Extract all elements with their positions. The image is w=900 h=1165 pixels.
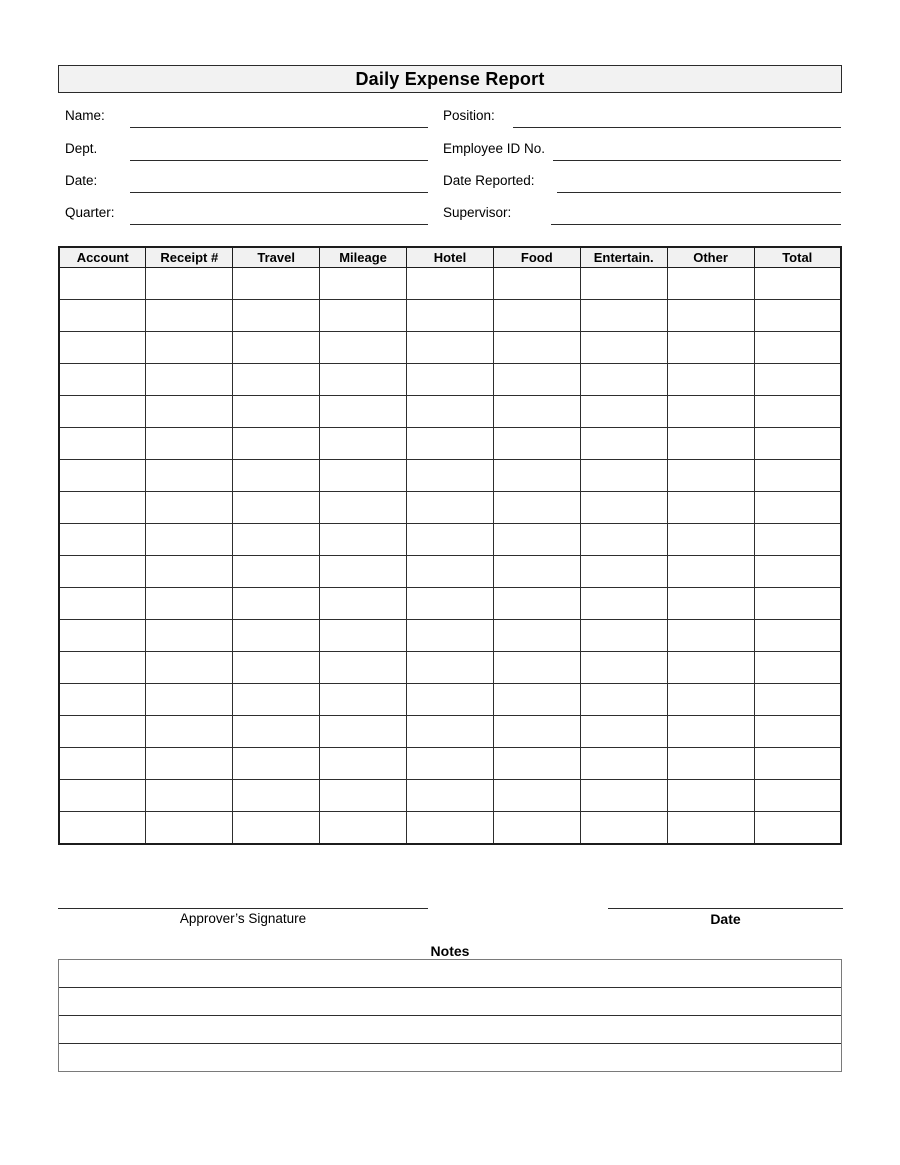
expense-cell-entertain[interactable]: [580, 396, 667, 428]
expense-cell-receipt[interactable]: [146, 748, 233, 780]
expense-cell-account[interactable]: [59, 556, 146, 588]
expense-cell-hotel[interactable]: [407, 300, 494, 332]
date-signature-line[interactable]: [608, 908, 843, 909]
expense-cell-mileage[interactable]: [320, 332, 407, 364]
expense-cell-food[interactable]: [493, 460, 580, 492]
expense-row: [59, 652, 841, 684]
expense-row: [59, 812, 841, 845]
expense-cell-hotel[interactable]: [407, 268, 494, 300]
notes-row[interactable]: [59, 960, 841, 987]
date-field-line[interactable]: [130, 192, 428, 193]
expense-cell-travel[interactable]: [233, 748, 320, 780]
expense-cell-mileage[interactable]: [320, 620, 407, 652]
expense-cell-other[interactable]: [667, 748, 754, 780]
expense-cell-travel[interactable]: [233, 812, 320, 845]
expense-cell-entertain[interactable]: [580, 812, 667, 845]
expense-cell-account[interactable]: [59, 716, 146, 748]
position-field-line[interactable]: [513, 127, 841, 128]
expense-row: [59, 428, 841, 460]
expense-cell-hotel[interactable]: [407, 780, 494, 812]
expense-row: [59, 460, 841, 492]
supervisor-label: Supervisor:: [443, 205, 512, 220]
expense-cell-entertain[interactable]: [580, 428, 667, 460]
expense-cell-hotel[interactable]: [407, 748, 494, 780]
expense-cell-account[interactable]: [59, 492, 146, 524]
expense-row: [59, 492, 841, 524]
expense-cell-hotel[interactable]: [407, 716, 494, 748]
expense-cell-hotel[interactable]: [407, 620, 494, 652]
expense-cell-hotel[interactable]: [407, 364, 494, 396]
expense-row: [59, 556, 841, 588]
expense-cell-food[interactable]: [493, 620, 580, 652]
expense-cell-total[interactable]: [754, 300, 841, 332]
expense-cell-account[interactable]: [59, 300, 146, 332]
expense-cell-receipt[interactable]: [146, 684, 233, 716]
expense-cell-receipt[interactable]: [146, 812, 233, 845]
expense-cell-mileage[interactable]: [320, 556, 407, 588]
expense-cell-food[interactable]: [493, 652, 580, 684]
expense-cell-other[interactable]: [667, 652, 754, 684]
expense-cell-mileage[interactable]: [320, 748, 407, 780]
expense-row: [59, 716, 841, 748]
expense-cell-receipt[interactable]: [146, 524, 233, 556]
expense-cell-food[interactable]: [493, 492, 580, 524]
expense-cell-travel[interactable]: [233, 620, 320, 652]
employee-id-field-line[interactable]: [553, 160, 841, 161]
expense-cell-total[interactable]: [754, 812, 841, 845]
expense-cell-other[interactable]: [667, 524, 754, 556]
expense-cell-account[interactable]: [59, 364, 146, 396]
expense-cell-food[interactable]: [493, 780, 580, 812]
expense-cell-account[interactable]: [59, 428, 146, 460]
column-header-mileage: Mileage: [320, 247, 407, 268]
expense-cell-receipt[interactable]: [146, 492, 233, 524]
expense-cell-travel[interactable]: [233, 268, 320, 300]
expense-cell-entertain[interactable]: [580, 748, 667, 780]
expense-cell-other[interactable]: [667, 684, 754, 716]
expense-cell-entertain[interactable]: [580, 588, 667, 620]
column-header-travel: Travel: [233, 247, 320, 268]
expense-cell-food[interactable]: [493, 332, 580, 364]
expense-cell-entertain[interactable]: [580, 652, 667, 684]
expense-cell-food[interactable]: [493, 684, 580, 716]
expense-cell-mileage[interactable]: [320, 652, 407, 684]
expense-cell-mileage[interactable]: [320, 300, 407, 332]
date-signature-label: Date: [710, 911, 741, 927]
expense-cell-food[interactable]: [493, 396, 580, 428]
notes-row[interactable]: [59, 987, 841, 1015]
expense-cell-other[interactable]: [667, 332, 754, 364]
name-field-line[interactable]: [130, 127, 428, 128]
expense-table-header: [59, 247, 841, 268]
expense-cell-receipt[interactable]: [146, 652, 233, 684]
expense-row: [59, 332, 841, 364]
expense-cell-food[interactable]: [493, 524, 580, 556]
expense-cell-account[interactable]: [59, 460, 146, 492]
expense-row: [59, 748, 841, 780]
expense-cell-receipt[interactable]: [146, 268, 233, 300]
expense-row: [59, 364, 841, 396]
dept-label: Dept.: [65, 141, 98, 156]
expense-cell-mileage[interactable]: [320, 460, 407, 492]
expense-cell-total[interactable]: [754, 332, 841, 364]
column-header-account: Account: [59, 247, 146, 268]
expense-cell-travel[interactable]: [233, 684, 320, 716]
expense-cell-total[interactable]: [754, 748, 841, 780]
expense-cell-mileage[interactable]: [320, 684, 407, 716]
expense-cell-hotel[interactable]: [407, 332, 494, 364]
date-reported-label: Date Reported:: [443, 173, 535, 188]
expense-cell-other[interactable]: [667, 364, 754, 396]
expense-cell-entertain[interactable]: [580, 716, 667, 748]
expense-cell-travel[interactable]: [233, 524, 320, 556]
expense-cell-hotel[interactable]: [407, 460, 494, 492]
expense-cell-hotel[interactable]: [407, 812, 494, 845]
expense-cell-total[interactable]: [754, 684, 841, 716]
quarter-field-line[interactable]: [130, 224, 428, 225]
expense-cell-hotel[interactable]: [407, 428, 494, 460]
expense-cell-total[interactable]: [754, 588, 841, 620]
expense-cell-food[interactable]: [493, 364, 580, 396]
form-title: Daily Expense Report: [355, 68, 545, 89]
expense-cell-other[interactable]: [667, 460, 754, 492]
expense-cell-food[interactable]: [493, 428, 580, 460]
expense-cell-total[interactable]: [754, 652, 841, 684]
expense-cell-account[interactable]: [59, 268, 146, 300]
expense-cell-travel[interactable]: [233, 716, 320, 748]
expense-cell-other[interactable]: [667, 556, 754, 588]
expense-cell-receipt[interactable]: [146, 364, 233, 396]
approver-signature-label: Approver’s Signature: [179, 911, 307, 926]
expense-cell-other[interactable]: [667, 812, 754, 845]
expense-cell-total[interactable]: [754, 268, 841, 300]
expense-cell-entertain[interactable]: [580, 620, 667, 652]
column-header-receipt: Receipt #: [146, 247, 233, 268]
expense-row: [59, 780, 841, 812]
expense-cell-mileage[interactable]: [320, 268, 407, 300]
supervisor-field-line[interactable]: [551, 224, 841, 225]
expense-cell-entertain[interactable]: [580, 332, 667, 364]
expense-row: [59, 396, 841, 428]
expense-cell-account[interactable]: [59, 652, 146, 684]
form-title-box: [58, 65, 842, 93]
expense-cell-other[interactable]: [667, 492, 754, 524]
quarter-label: Quarter:: [65, 205, 115, 220]
expense-cell-other[interactable]: [667, 588, 754, 620]
expense-cell-food[interactable]: [493, 268, 580, 300]
column-header-hotel: Hotel: [407, 247, 494, 268]
column-header-food: Food: [493, 247, 580, 268]
expense-cell-account[interactable]: [59, 780, 146, 812]
expense-cell-travel[interactable]: [233, 492, 320, 524]
expense-cell-travel[interactable]: [233, 460, 320, 492]
expense-cell-mileage[interactable]: [320, 428, 407, 460]
expense-cell-travel[interactable]: [233, 780, 320, 812]
expense-cell-food[interactable]: [493, 588, 580, 620]
expense-table: [58, 246, 842, 845]
expense-cell-receipt[interactable]: [146, 588, 233, 620]
dept-field-line[interactable]: [130, 160, 428, 161]
expense-cell-other[interactable]: [667, 780, 754, 812]
expense-cell-travel[interactable]: [233, 428, 320, 460]
expense-cell-receipt[interactable]: [146, 556, 233, 588]
expense-cell-account[interactable]: [59, 588, 146, 620]
notes-row[interactable]: [59, 1015, 841, 1043]
expense-cell-hotel[interactable]: [407, 588, 494, 620]
expense-cell-total[interactable]: [754, 716, 841, 748]
expense-row: [59, 588, 841, 620]
expense-cell-travel[interactable]: [233, 396, 320, 428]
notes-label: Notes: [430, 943, 470, 959]
expense-cell-entertain[interactable]: [580, 492, 667, 524]
expense-cell-entertain[interactable]: [580, 780, 667, 812]
expense-cell-food[interactable]: [493, 812, 580, 845]
expense-row: [59, 300, 841, 332]
expense-cell-receipt[interactable]: [146, 332, 233, 364]
expense-cell-receipt[interactable]: [146, 460, 233, 492]
notes-table: [58, 959, 842, 1072]
expense-cell-receipt[interactable]: [146, 716, 233, 748]
expense-cell-entertain[interactable]: [580, 684, 667, 716]
expense-cell-total[interactable]: [754, 556, 841, 588]
expense-cell-receipt[interactable]: [146, 780, 233, 812]
expense-cell-account[interactable]: [59, 396, 146, 428]
expense-cell-total[interactable]: [754, 364, 841, 396]
expense-cell-food[interactable]: [493, 748, 580, 780]
expense-cell-food[interactable]: [493, 556, 580, 588]
expense-cell-account[interactable]: [59, 812, 146, 845]
expense-cell-total[interactable]: [754, 396, 841, 428]
expense-cell-total[interactable]: [754, 780, 841, 812]
expense-cell-mileage[interactable]: [320, 492, 407, 524]
date-label: Date:: [65, 173, 98, 188]
expense-cell-hotel[interactable]: [407, 652, 494, 684]
expense-cell-mileage[interactable]: [320, 524, 407, 556]
expense-cell-hotel[interactable]: [407, 396, 494, 428]
expense-cell-entertain[interactable]: [580, 460, 667, 492]
expense-cell-hotel[interactable]: [407, 556, 494, 588]
expense-cell-entertain[interactable]: [580, 556, 667, 588]
expense-cell-travel[interactable]: [233, 652, 320, 684]
expense-cell-entertain[interactable]: [580, 268, 667, 300]
column-header-entertain: Entertain.: [580, 247, 667, 268]
expense-cell-other[interactable]: [667, 300, 754, 332]
expense-cell-total[interactable]: [754, 428, 841, 460]
expense-cell-account[interactable]: [59, 748, 146, 780]
expense-cell-travel[interactable]: [233, 588, 320, 620]
expense-header-row: [59, 247, 841, 268]
expense-cell-travel[interactable]: [233, 364, 320, 396]
name-label: Name:: [65, 108, 105, 123]
expense-cell-hotel[interactable]: [407, 492, 494, 524]
expense-cell-food[interactable]: [493, 300, 580, 332]
position-label: Position:: [443, 108, 495, 123]
column-header-total: Total: [754, 247, 841, 268]
expense-cell-food[interactable]: [493, 716, 580, 748]
expense-cell-hotel[interactable]: [407, 684, 494, 716]
date-reported-field-line[interactable]: [557, 192, 841, 193]
expense-cell-account[interactable]: [59, 684, 146, 716]
expense-cell-hotel[interactable]: [407, 524, 494, 556]
expense-cell-total[interactable]: [754, 460, 841, 492]
expense-row: [59, 524, 841, 556]
expense-cell-other[interactable]: [667, 396, 754, 428]
expense-cell-mileage[interactable]: [320, 364, 407, 396]
expense-cell-receipt[interactable]: [146, 428, 233, 460]
expense-cell-account[interactable]: [59, 332, 146, 364]
expense-cell-total[interactable]: [754, 524, 841, 556]
expense-table-body: [59, 268, 841, 845]
expense-cell-account[interactable]: [59, 524, 146, 556]
expense-cell-total[interactable]: [754, 492, 841, 524]
column-header-other: Other: [667, 247, 754, 268]
expense-cell-travel[interactable]: [233, 332, 320, 364]
expense-row: [59, 684, 841, 716]
expense-cell-mileage[interactable]: [320, 716, 407, 748]
expense-cell-total[interactable]: [754, 620, 841, 652]
employee-id-label: Employee ID No.: [443, 141, 546, 156]
expense-cell-receipt[interactable]: [146, 300, 233, 332]
approver-signature-line[interactable]: [58, 908, 428, 909]
expense-cell-entertain[interactable]: [580, 364, 667, 396]
expense-cell-mileage[interactable]: [320, 588, 407, 620]
expense-cell-other[interactable]: [667, 620, 754, 652]
expense-cell-receipt[interactable]: [146, 396, 233, 428]
expense-row: [59, 620, 841, 652]
expense-cell-other[interactable]: [667, 716, 754, 748]
expense-row: [59, 268, 841, 300]
expense-cell-other[interactable]: [667, 428, 754, 460]
expense-cell-travel[interactable]: [233, 300, 320, 332]
notes-row[interactable]: [59, 1043, 841, 1071]
expense-cell-entertain[interactable]: [580, 300, 667, 332]
expense-cell-receipt[interactable]: [146, 620, 233, 652]
expense-cell-account[interactable]: [59, 620, 146, 652]
expense-cell-mileage[interactable]: [320, 812, 407, 845]
expense-cell-other[interactable]: [667, 268, 754, 300]
expense-cell-travel[interactable]: [233, 556, 320, 588]
expense-cell-mileage[interactable]: [320, 780, 407, 812]
expense-cell-mileage[interactable]: [320, 396, 407, 428]
expense-cell-entertain[interactable]: [580, 524, 667, 556]
